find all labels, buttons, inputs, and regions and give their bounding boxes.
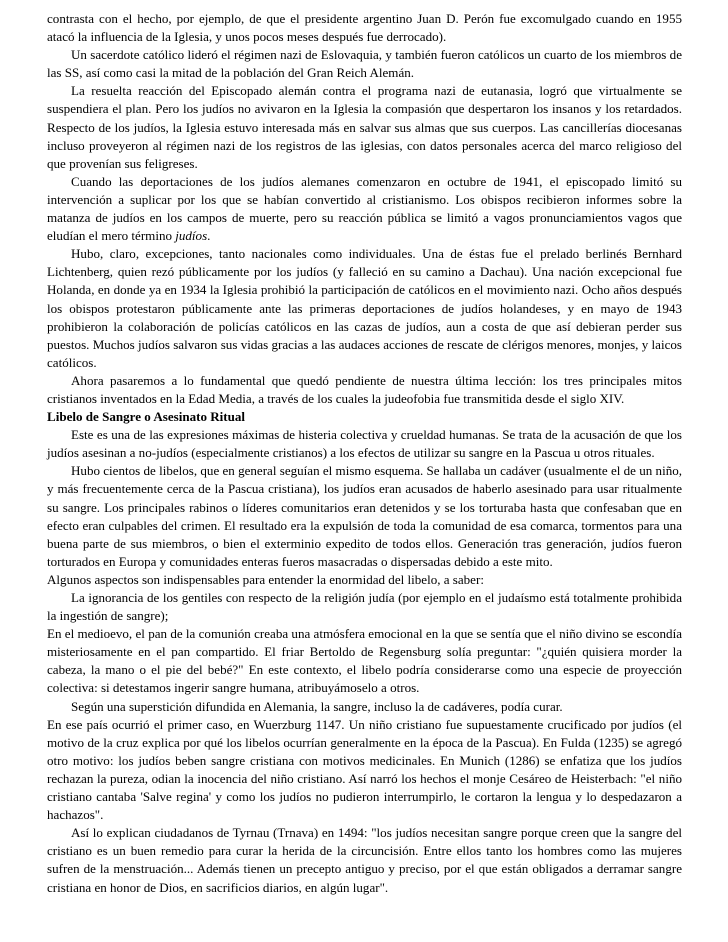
paragraph-eutanasia: La resuelta reacción del Episcopado alemán contra el programa nazi de eutanasia, logró que virtualmente se suspendiera el plan. Pero los judíos no avivaron en la Iglesia la compasión que despertaron los insanos y los retardados. Respecto de los judíos, la Iglesia estuvo interesada más en salvar sus almas que sus cuerpos. Las cancillerías diocesanas incluso proveyeron al régimen nazi de los registros de las iglesias, con datos personales acerca del marco religioso del que provenían sus feligreses. [47,83,682,171]
paragraph-deportaciones-end: . [207,228,211,244]
paragraph-excepciones: Hubo, claro, excepciones, tanto nacionales como individuales. Una de éstas fue el prelado berlinés Bernhard Lichtenberg, quien rezó públicamente por los judíos (y falleció en su camino a Dachau). Una nación excepcional fue Holanda, en donde ya en 1934 la Iglesia prohibió la participación de católicos en el movimiento nazi. Ocho años después los obispos protestaron públicamente ante las primeras deportaciones de judíos holandeses, y en mayo de 1943 prohibieron la colaboración de policías católicos en las cazas de judíos, aun a costa de que así debieran perder sus puestos. Muchos judíos salvaron sus vidas gracias a las audaces acciones de rescate de clérigos menores, monjes, y laicos católicos. [47,246,682,370]
paragraph-medioevo: En el medioevo, el pan de la comunión creaba una atmósfera emocional en la que se sentía que el niño divino se escondía misteriosamente en el pan compartido. El friar Bertoldo de Regensburg solía preguntar: "¿quién quisiera morder la cabeza, la mano o el pie del bebé?" En este contexto, el libelo podría considerarse como una especie de proyección colectiva: si detestamos ingerir sangre humana, atribuyámoselo a otros. [47,626,682,696]
paragraph-deportaciones [47,173,682,245]
paragraph-mitos: Ahora pasaremos a lo fundamental que quedó pendiente de nuestra última lección: los tres principales mitos cristianos inventados en la Edad Media, a través de los cuales la judeofobia fue transmitida desde el siglo XIV. [47,372,682,406]
document-page [47,10,682,897]
paragraph-tyrnau: Así lo explican ciudadanos de Tyrnau (Trnava) en 1494: "los judíos necesitan sangre porque creen que la sangre del cristiano es un buen remedio para curar la herida de la circuncisión. Entre ellos tanto los hombres como las mujeres sufren de la menstruación... Además tienen un precepto antiguo y preciso, por el que están obligados a derramar sangre cristiana en honor de Dios, en sacrificios diarios, en algún lugar". [47,825,682,895]
paragraph-wuerzburg: En ese país ocurrió el primer caso, en Wuerzburg 1147. Un niño cristiano fue supuestamente crucificado por judíos (el motivo de la cruz explica por qué los libelos ocurrían generalmente en la época de la Pascua). En Fulda (1235) se agregó otro motivo: los judíos beben sangre cristiana con motivos medicinales. En Munich (1286) se enfatiza que los judíos rechazan la pureza, odian la inocencia del niño cristiano. Así narró los hechos el monje Cesáreo de Heisterbach: "el niño cristiano cantaba 'Salve regina' y como los judíos no pudieron interrumpirlo, le cortaron la lengua y lo despedazaron a hachazos". [47,716,682,823]
italic-term-judios: judíos [175,228,208,244]
paragraph-ignorancia: La ignorancia de los gentiles con respecto de la religión judía (por ejemplo en el judaísmo está totalmente prohibida la ingestión de sangre); [47,590,682,624]
paragraph-eslovaquia: Un sacerdote católico lideró el régimen nazi de Eslovaquia, y también fueron católicos un cuarto de los miembros de las SS, así como casi la mitad de la población del Gran Reich Alemán. [47,47,682,81]
section-heading-libelo: Libelo de Sangre o Asesinato Ritual [47,409,246,425]
paragraph-supersticion: Según una superstición difundida en Alemania, la sangre, incluso la de cadáveres, podía curar. [71,698,563,714]
paragraph-definicion-libelo: Este es una de las expresiones máximas de histeria colectiva y crueldad humanas. Se trata de la acusación de que los judíos asesinan a no-judíos (especialmente cristianos) a los efectos de utilizar su sangre en la Pascua u otros rituales. [47,427,682,461]
paragraph-cientos-libelos: Hubo cientos de libelos, que en general seguían el mismo esquema. Se hallaba un cadáver (usualmente el de un niño, y más frecuentemente cerca de la Pascua cristiana), los judíos eran acusados de haberlo asesinado para usar ritualmente su sangre. Los principales rabinos o líderes comunitarios eran detenidos y se los torturaba hasta que confesaban que en efecto eran culpables del crimen. El resultado era la expulsión de toda la comunidad de esa comarca, tormentos para una buena parte de sus miembros, o bien el exterminio expedito de todos ellos. Generación tras generación, judíos fueron torturados en Europa y comunidades enteras fueros masacradas o dispersadas debido a este mito. [47,463,682,569]
paragraph-peron: contrasta con el hecho, por ejemplo, de que el presidente argentino Juan D. Perón fue excomulgado cuando en 1955 atacó la influencia de la Iglesia, y unos pocos meses después fue derrocado). [47,11,682,45]
paragraph-aspectos: Algunos aspectos son indispensables para entender la enormidad del libelo, a saber: [47,571,484,587]
paragraph-deportaciones-text: Cuando las deportaciones de los judíos alemanes comenzaron en octubre de 1941, el episcopado limitó su intervención a suplicar por los que se habían convertido al cristianismo. Los obispos recibieron informes sobre la matanza de judíos en los campos de muerte, pero su reacción pública se limitó a vagos pronunciamientos vagos que eludían el mero término [47,173,682,244]
